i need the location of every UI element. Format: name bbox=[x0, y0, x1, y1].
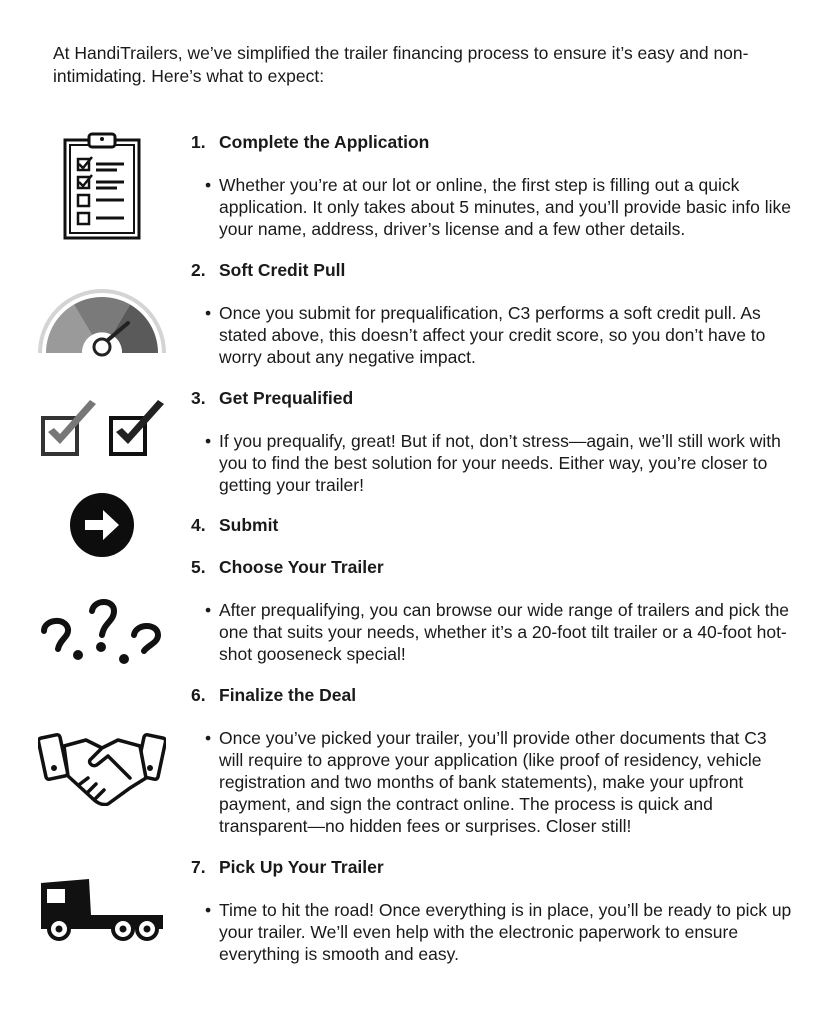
intro-paragraph: At HandiTrailers, we’ve simplified the trailer financing process to ensure it’s easy and non-intimidating. Here’s what to expect: bbox=[53, 43, 749, 86]
clipboard-checklist-icon bbox=[62, 131, 142, 241]
step-7-bullet bbox=[205, 899, 795, 965]
step-5-text: After prequalifying, you can browse our wide range of trailers and pick the one that suits your needs, whether it’s a 20-foot tilt trailer or a 40-foot hot-shot gooseneck special! bbox=[219, 600, 790, 664]
bullet-dot: • bbox=[205, 900, 212, 920]
bullet-dot: • bbox=[205, 303, 212, 323]
step-2-number: 2. bbox=[191, 260, 206, 280]
step-2-text: Once you submit for prequalification, C3 performs a soft credit pull. As stated above, this doesn’t affect your credit score, so you don’t have to worry about any negative impact. bbox=[219, 303, 766, 367]
step-5-number: 5. bbox=[191, 557, 206, 577]
step-2-title: Soft Credit Pull bbox=[219, 260, 346, 280]
step-6-bullet bbox=[205, 727, 795, 837]
bullet-dot: • bbox=[205, 728, 212, 748]
bullet-dot: • bbox=[205, 431, 212, 451]
step-7-heading bbox=[191, 857, 384, 878]
bullet-dot: • bbox=[205, 600, 212, 620]
step-1-text: Whether you’re at our lot or online, the first step is filling out a quick application. It only takes about 5 minutes, and you’ll provide basic info like your name, address, driver’s license and a few other details. bbox=[219, 175, 791, 239]
step-4-number: 4. bbox=[191, 515, 206, 535]
step-5-heading bbox=[191, 557, 384, 578]
step-4-title: Submit bbox=[219, 515, 279, 535]
step-6-text: Once you’ve picked your trailer, you’ll provide other documents that C3 will require to approve your application (like proof of residency, vehicle registration and two months of bank statements), make your upfront payment, and sign the contract online. The process is quick and transparent—no hidden fees or surprises. Closer still! bbox=[219, 728, 767, 836]
step-3-heading bbox=[191, 388, 353, 409]
step-1-heading bbox=[191, 132, 429, 153]
step-6-heading bbox=[191, 685, 356, 706]
step-3-title: Get Prequalified bbox=[219, 388, 354, 408]
handshake-icon bbox=[38, 728, 166, 806]
step-3-number: 3. bbox=[191, 388, 206, 408]
question-marks-icon bbox=[40, 597, 166, 667]
step-7-number: 7. bbox=[191, 857, 206, 877]
step-6-number: 6. bbox=[191, 685, 206, 705]
step-1-number: 1. bbox=[191, 132, 206, 152]
step-7-title: Pick Up Your Trailer bbox=[219, 857, 384, 877]
step-1-bullet bbox=[205, 174, 795, 240]
checkboxes-icon bbox=[40, 398, 168, 460]
step-4-heading bbox=[191, 515, 278, 536]
truck-icon bbox=[37, 875, 167, 941]
step-2-heading bbox=[191, 260, 345, 281]
step-3-text: If you prequalify, great! But if not, don’t stress—again, we’ll still work with you to find the best solution for your needs. Either way, you’re closer to getting your trailer! bbox=[219, 431, 781, 495]
step-7-text: Time to hit the road! Once everything is in place, you’ll be ready to pick up your trailer. We’ll even help with the electronic paperwork to ensure everything is smooth and easy. bbox=[219, 900, 792, 964]
step-2-bullet bbox=[205, 302, 795, 368]
credit-gauge-icon bbox=[36, 285, 168, 357]
step-6-title: Finalize the Deal bbox=[219, 685, 357, 705]
arrow-circle-icon bbox=[69, 492, 135, 558]
step-5-bullet bbox=[205, 599, 795, 665]
step-5-title: Choose Your Trailer bbox=[219, 557, 384, 577]
step-3-bullet bbox=[205, 430, 795, 496]
bullet-dot: • bbox=[205, 175, 212, 195]
step-1-title: Complete the Application bbox=[219, 132, 430, 152]
